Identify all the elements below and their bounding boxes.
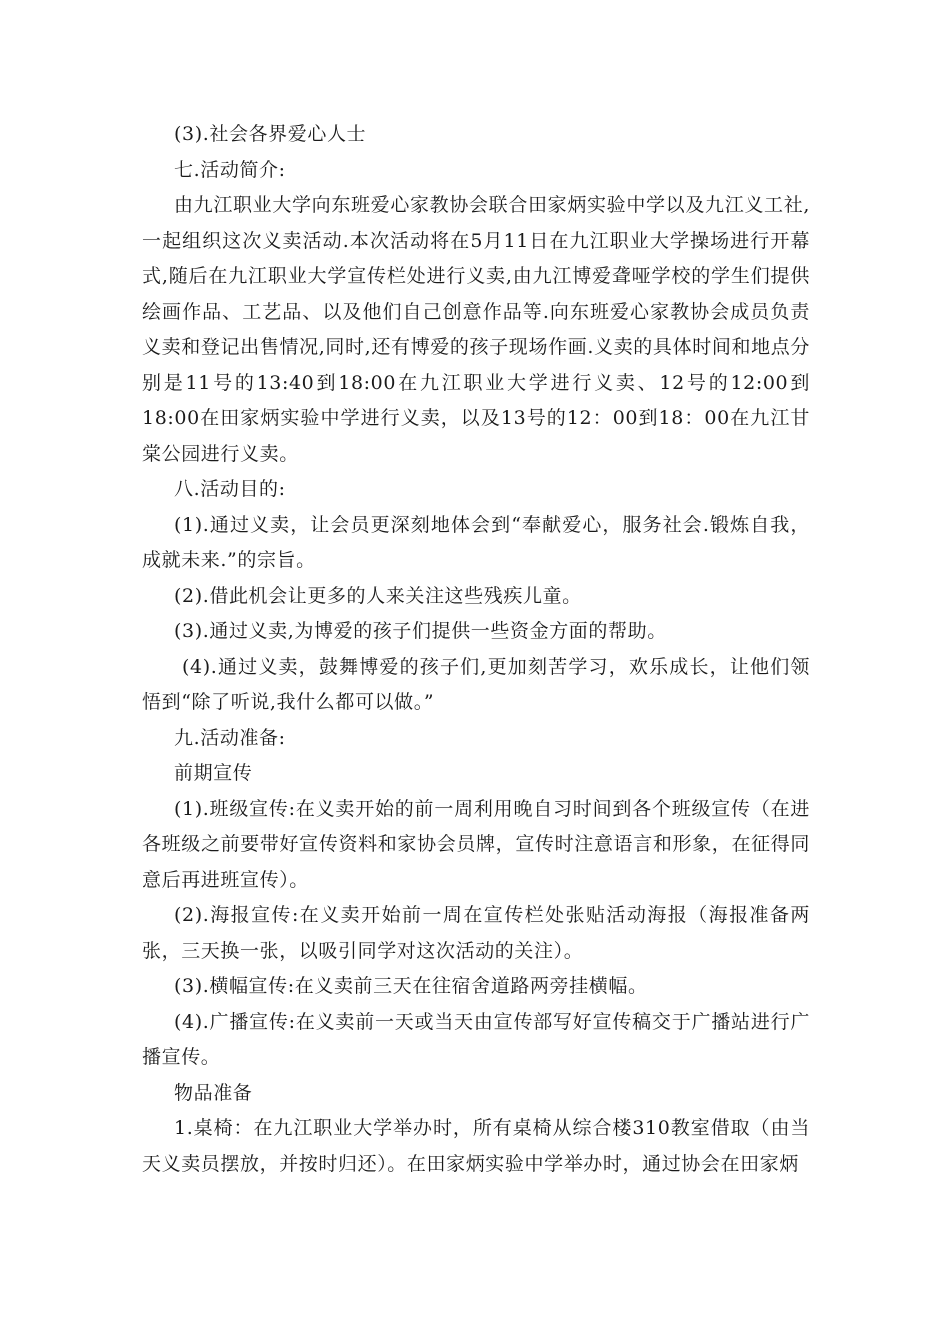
publicity-item-2: (2).海报宣传:在义卖开始前一周在宣传栏处张贴活动海报（海报准备两张，三天换一张，以吸引同学对这次活动的关注）。 — [142, 904, 810, 962]
section-heading-intro: 七.活动简介: — [174, 158, 286, 181]
subheading-materials: 物品准备 — [174, 1081, 253, 1104]
purpose-item-2: (2).借此机会让更多的人来关注这些残疾儿童。 — [174, 584, 582, 607]
subheading-publicity: 前期宣传 — [174, 762, 253, 784]
intro-paragraph: 由九江职业大学向东班爱心家教协会联合田家炳实验中学以及九江义工社,一起组织这次义卖活动.本次活动将在5月11日在九江职业大学操场进行开幕式,随后在九江职业大学宣传栏处进行义卖,由九江博爱聋哑学校的学生们提供绘画作品、工艺品、以及他们自己创意作品等.向东班爱心家教协会成员负责义卖和登记出售情况,同时,还有博爱的孩子现场作画.义卖的具体时间和地点分别是11号的13:40到18:00在九江职业大学进行义卖、12号的12:00到18:00在田家炳实验中学进行义卖，以及13号的12：00到18：00在九江甘棠公园进行义卖。 — [142, 194, 810, 465]
materials-item-1: 1.桌椅：在九江职业大学举办时，所有桌椅从综合楼310教室借取（由当天义卖员摆放，并按时归还）。在田家炳实验中学举办时，通过协会在田家炳 — [142, 1117, 810, 1175]
purpose-item-4: (4).通过义卖，鼓舞博爱的孩子们,更加刻苦学习，欢乐成长，让他们领悟到“除了听说,我什么都可以做。” — [142, 655, 810, 713]
publicity-item-3: (3).横幅宣传:在义卖前三天在往宿舍道路两旁挂横幅。 — [174, 975, 648, 997]
audience-item-3: (3).社会各界爱心人士 — [174, 123, 367, 145]
publicity-item-4: (4).广播宣传:在义卖前一天或当天由宣传部写好宣传稿交于广播站进行广播宣传。 — [142, 1010, 810, 1068]
section-heading-preparation: 九.活动准备: — [174, 726, 286, 749]
section-heading-purpose: 八.活动目的: — [174, 478, 286, 500]
purpose-item-3: (3).通过义卖,为博爱的孩子们提供一些资金方面的帮助。 — [174, 620, 667, 642]
publicity-item-1: (1).班级宣传:在义卖开始的前一周利用晚自习时间到各个班级宣传（在进各班级之前要带好宣传资料和家协会员牌，宣传时注意语言和形象，在征得同意后再进班宣传）。 — [142, 797, 810, 891]
purpose-item-1: (1).通过义卖，让会员更深刻地体会到“奉献爱心，服务社会.锻炼自我，成就未来.”的宗旨。 — [142, 513, 810, 571]
document-body — [142, 117, 810, 1182]
